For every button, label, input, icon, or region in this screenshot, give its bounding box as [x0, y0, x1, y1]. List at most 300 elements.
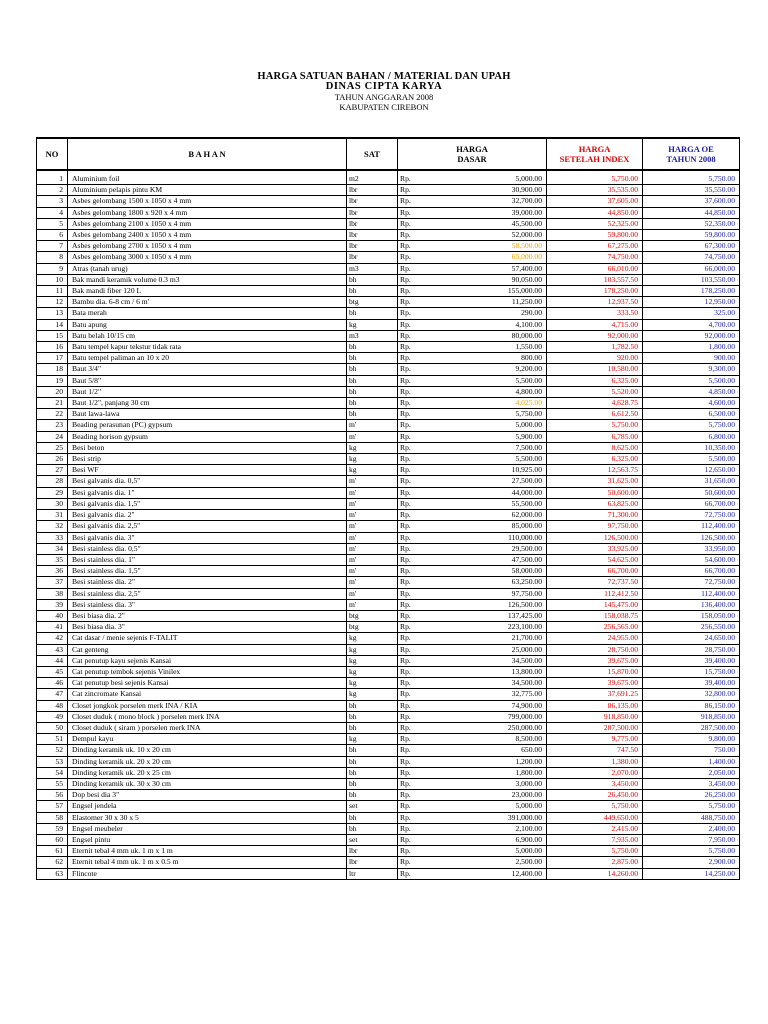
cell-bahan: Cat penutup besi sejenis Kansai [68, 678, 347, 689]
cell-no: 42 [37, 633, 68, 644]
cell-no: 59 [37, 823, 68, 834]
cell-harga-dasar: 1,550.00 [425, 342, 547, 353]
cell-bahan: Besi beton [68, 442, 347, 453]
cell-sat: bh [347, 308, 398, 319]
cell-harga-index: 72,737.50 [547, 577, 643, 588]
table-row [37, 745, 740, 756]
cell-bahan: Besi stainless dia. 2,5" [68, 588, 347, 599]
table-row [37, 599, 740, 610]
cell-harga-index: 31,625.00 [547, 476, 643, 487]
cell-no: 4 [37, 207, 68, 218]
cell-harga-oe: 9,300.00 [643, 364, 740, 375]
cell-harga-dasar: 32,700.00 [425, 196, 547, 207]
col-harga-dasar [398, 138, 547, 170]
cell-sat: bh [347, 745, 398, 756]
table-row [37, 330, 740, 341]
cell-harga-dasar: 5,900.00 [425, 431, 547, 442]
table-row [37, 543, 740, 554]
cell-harga-index: 5,750.00 [547, 801, 643, 812]
cell-sat: ltr [347, 868, 398, 879]
cell-harga-index: 918,850.00 [547, 711, 643, 722]
table-row [37, 230, 740, 241]
cell-currency: Rp. [398, 218, 425, 229]
cell-bahan: Besi galvanis dia. 2" [68, 510, 347, 521]
cell-currency: Rp. [398, 319, 425, 330]
table-row [37, 554, 740, 565]
cell-bahan: Beading perasunan (PC) gypsum [68, 420, 347, 431]
cell-no: 46 [37, 678, 68, 689]
cell-sat: lbr [347, 252, 398, 263]
cell-harga-dasar: 650.00 [425, 745, 547, 756]
cell-no: 41 [37, 622, 68, 633]
cell-no: 12 [37, 297, 68, 308]
table-row [37, 801, 740, 812]
table-row [37, 655, 740, 666]
cell-currency: Rp. [398, 454, 425, 465]
table-row [37, 442, 740, 453]
table-row [37, 174, 740, 185]
cell-harga-index: 6,325.00 [547, 375, 643, 386]
cell-harga-index: 4,715.00 [547, 319, 643, 330]
cell-bahan: Besi stainless dia. 0,5" [68, 543, 347, 554]
cell-harga-dasar: 85,000.00 [425, 521, 547, 532]
cell-bahan: Flincote [68, 868, 347, 879]
cell-harga-index: 4,628.75 [547, 398, 643, 409]
cell-currency: Rp. [398, 330, 425, 341]
cell-currency: Rp. [398, 857, 425, 868]
cell-harga-dasar: 90,050.00 [425, 274, 547, 285]
cell-currency: Rp. [398, 409, 425, 420]
cell-no: 2 [37, 185, 68, 196]
cell-no: 61 [37, 846, 68, 857]
cell-sat: m2 [347, 174, 398, 185]
cell-currency: Rp. [398, 174, 425, 185]
cell-no: 22 [37, 409, 68, 420]
cell-bahan: Bak mandi keramik volume 0.3 m3 [68, 274, 347, 285]
cell-sat: bh [347, 353, 398, 364]
cell-sat: m' [347, 554, 398, 565]
cell-no: 17 [37, 353, 68, 364]
cell-harga-index: 15,870.00 [547, 666, 643, 677]
cell-sat: bh [347, 386, 398, 397]
cell-currency: Rp. [398, 801, 425, 812]
cell-no: 27 [37, 465, 68, 476]
cell-sat: lbr [347, 241, 398, 252]
cell-harga-dasar: 290.00 [425, 308, 547, 319]
cell-harga-index: 39,675.00 [547, 655, 643, 666]
cell-harga-oe: 66,700.00 [643, 498, 740, 509]
cell-bahan: Closet duduk ( mono block ) porselen merk INA [68, 711, 347, 722]
cell-harga-oe: 44,850.00 [643, 207, 740, 218]
cell-sat: bh [347, 375, 398, 386]
table-row [37, 218, 740, 229]
cell-sat: btg [347, 297, 398, 308]
table-row [37, 308, 740, 319]
cell-harga-oe: 9,800.00 [643, 734, 740, 745]
cell-bahan: Asbes gelombang 1800 x 920 x 4 mm [68, 207, 347, 218]
cell-sat: kg [347, 689, 398, 700]
cell-currency: Rp. [398, 442, 425, 453]
cell-bahan: Bambu dia. 6-8 cm / 6 m' [68, 297, 347, 308]
table-row [37, 409, 740, 420]
cell-harga-oe: 15,750.00 [643, 666, 740, 677]
cell-harga-dasar: 58,000.00 [425, 566, 547, 577]
cell-currency: Rp. [398, 599, 425, 610]
table-row [37, 823, 740, 834]
cell-harga-index: 6,612.50 [547, 409, 643, 420]
cell-harga-index: 145,475.00 [547, 599, 643, 610]
cell-currency: Rp. [398, 342, 425, 353]
table-row [37, 487, 740, 498]
cell-currency: Rp. [398, 308, 425, 319]
document-header [0, 72, 768, 112]
col-harga-oe-line1: HARGA OE [668, 144, 714, 154]
table-row [37, 834, 740, 845]
col-sat: SAT [347, 138, 398, 170]
cell-bahan: Besi galvanis dia. 3" [68, 532, 347, 543]
table-row [37, 532, 740, 543]
cell-no: 39 [37, 599, 68, 610]
cell-bahan: Cat dasar / menie sejenis F-TALIT [68, 633, 347, 644]
cell-harga-oe: 4,700.00 [643, 319, 740, 330]
cell-harga-oe: 67,300.00 [643, 241, 740, 252]
cell-currency: Rp. [398, 644, 425, 655]
cell-currency: Rp. [398, 846, 425, 857]
cell-harga-oe: 5,750.00 [643, 801, 740, 812]
cell-harga-dasar: 110,000.00 [425, 532, 547, 543]
cell-sat: lbr [347, 185, 398, 196]
cell-sat: m' [347, 566, 398, 577]
cell-sat: kg [347, 655, 398, 666]
cell-harga-index: 52,325.00 [547, 218, 643, 229]
table-row [37, 465, 740, 476]
cell-harga-dasar: 30,900.00 [425, 185, 547, 196]
cell-harga-dasar: 137,425.00 [425, 610, 547, 621]
cell-harga-oe: 3,450.00 [643, 778, 740, 789]
cell-harga-oe: 66,700.00 [643, 566, 740, 577]
table-row [37, 196, 740, 207]
table-row [37, 364, 740, 375]
cell-no: 24 [37, 431, 68, 442]
cell-harga-index: 74,750.00 [547, 252, 643, 263]
col-bahan: B A H A N [68, 138, 347, 170]
cell-bahan: Aluminium pelapis pintu KM [68, 185, 347, 196]
cell-harga-index: 5,520.00 [547, 386, 643, 397]
cell-sat: bh [347, 722, 398, 733]
cell-currency: Rp. [398, 207, 425, 218]
table-row [37, 420, 740, 431]
table-row [37, 207, 740, 218]
cell-sat: lbr [347, 218, 398, 229]
cell-currency: Rp. [398, 566, 425, 577]
cell-currency: Rp. [398, 543, 425, 554]
cell-currency: Rp. [398, 868, 425, 879]
cell-sat: lbr [347, 230, 398, 241]
cell-currency: Rp. [398, 790, 425, 801]
cell-bahan: Besi strip [68, 454, 347, 465]
cell-harga-oe: 6,500.00 [643, 409, 740, 420]
cell-sat: bh [347, 778, 398, 789]
col-harga-oe-line2: TAHUN 2008 [666, 154, 716, 164]
cell-no: 26 [37, 454, 68, 465]
cell-harga-oe: 59,800.00 [643, 230, 740, 241]
cell-sat: bh [347, 342, 398, 353]
cell-no: 30 [37, 498, 68, 509]
cell-no: 5 [37, 218, 68, 229]
cell-no: 58 [37, 812, 68, 823]
cell-no: 6 [37, 230, 68, 241]
cell-harga-oe: 66,000.00 [643, 263, 740, 274]
cell-currency: Rp. [398, 465, 425, 476]
cell-harga-index: 63,825.00 [547, 498, 643, 509]
cell-sat: bh [347, 700, 398, 711]
col-harga-dasar-line1: HARGA [456, 144, 488, 154]
cell-harga-dasar: 9,200.00 [425, 364, 547, 375]
cell-bahan: Besi galvanis dia. 1" [68, 487, 347, 498]
cell-currency: Rp. [398, 431, 425, 442]
cell-currency: Rp. [398, 510, 425, 521]
cell-harga-dasar: 10,925.00 [425, 465, 547, 476]
cell-harga-dasar: 800.00 [425, 353, 547, 364]
cell-bahan: Cat genteng [68, 644, 347, 655]
cell-currency: Rp. [398, 364, 425, 375]
cell-harga-index: 333.50 [547, 308, 643, 319]
cell-bahan: Beading horison gypsum [68, 431, 347, 442]
cell-no: 53 [37, 756, 68, 767]
cell-sat: kg [347, 666, 398, 677]
cell-bahan: Dinding keramik uk. 30 x 30 cm [68, 778, 347, 789]
cell-bahan: Engsel pintu [68, 834, 347, 845]
cell-bahan: Besi galvanis dia. 2,5" [68, 521, 347, 532]
cell-harga-dasar: 25,000.00 [425, 644, 547, 655]
cell-bahan: Closet jongkok porselen merk INA / KIA [68, 700, 347, 711]
cell-sat: m' [347, 588, 398, 599]
cell-sat: lbr [347, 207, 398, 218]
cell-sat: bh [347, 364, 398, 375]
table-row [37, 812, 740, 823]
cell-harga-index: 178,250.00 [547, 286, 643, 297]
cell-harga-dasar: 13,800.00 [425, 666, 547, 677]
cell-harga-dasar: 34,500.00 [425, 678, 547, 689]
cell-sat: bh [347, 812, 398, 823]
cell-currency: Rp. [398, 834, 425, 845]
cell-harga-oe: 158,050.00 [643, 610, 740, 621]
cell-currency: Rp. [398, 476, 425, 487]
table-header [37, 138, 740, 174]
cell-harga-oe: 4,600.00 [643, 398, 740, 409]
cell-bahan: Baut 3/4" [68, 364, 347, 375]
cell-harga-oe: 2,400.00 [643, 823, 740, 834]
cell-currency: Rp. [398, 722, 425, 733]
cell-harga-oe: 24,650.00 [643, 633, 740, 644]
cell-harga-index: 92,000.00 [547, 330, 643, 341]
cell-currency: Rp. [398, 711, 425, 722]
col-harga-oe [643, 138, 740, 170]
cell-currency: Rp. [398, 274, 425, 285]
cell-harga-oe: 31,650.00 [643, 476, 740, 487]
cell-harga-dasar: 63,250.00 [425, 577, 547, 588]
cell-currency: Rp. [398, 588, 425, 599]
cell-harga-index: 66,010.00 [547, 263, 643, 274]
cell-no: 19 [37, 375, 68, 386]
cell-harga-index: 50,600.00 [547, 487, 643, 498]
cell-no: 44 [37, 655, 68, 666]
cell-sat: kg [347, 465, 398, 476]
cell-bahan: Eternit tebal 4 mm uk. 1 m x 1 m [68, 846, 347, 857]
cell-sat: kg [347, 734, 398, 745]
cell-no: 7 [37, 241, 68, 252]
cell-sat: m' [347, 498, 398, 509]
cell-bahan: Besi galvanis dia. 1,5" [68, 498, 347, 509]
cell-bahan: Batu apung [68, 319, 347, 330]
cell-sat: bh [347, 767, 398, 778]
table-row [37, 700, 740, 711]
cell-currency: Rp. [398, 532, 425, 543]
cell-currency: Rp. [398, 610, 425, 621]
cell-sat: bh [347, 286, 398, 297]
cell-harga-index: 35,535.00 [547, 185, 643, 196]
cell-bahan: Engsel jendela [68, 801, 347, 812]
cell-harga-oe: 5,500.00 [643, 375, 740, 386]
cell-currency: Rp. [398, 756, 425, 767]
cell-harga-dasar: 2,100.00 [425, 823, 547, 834]
cell-harga-index: 112,412.50 [547, 588, 643, 599]
cell-harga-dasar: 57,400.00 [425, 263, 547, 274]
cell-sat: m' [347, 487, 398, 498]
cell-no: 56 [37, 790, 68, 801]
cell-harga-index: 39,675.00 [547, 678, 643, 689]
cell-no: 8 [37, 252, 68, 263]
cell-no: 9 [37, 263, 68, 274]
cell-harga-index: 67,275.00 [547, 241, 643, 252]
cell-currency: Rp. [398, 689, 425, 700]
cell-harga-oe: 10,350.00 [643, 442, 740, 453]
cell-no: 45 [37, 666, 68, 677]
cell-harga-dasar: 74,900.00 [425, 700, 547, 711]
cell-harga-index: 26,450.00 [547, 790, 643, 801]
cell-bahan: Asbes gelombang 1500 x 1050 x 4 mm [68, 196, 347, 207]
cell-no: 55 [37, 778, 68, 789]
cell-harga-dasar: 97,750.00 [425, 588, 547, 599]
cell-bahan: Dop besi dia 3" [68, 790, 347, 801]
cell-no: 54 [37, 767, 68, 778]
cell-harga-oe: 14,250.00 [643, 868, 740, 879]
cell-harga-index: 6,325.00 [547, 454, 643, 465]
cell-no: 16 [37, 342, 68, 353]
cell-sat: kg [347, 319, 398, 330]
cell-harga-dasar: 52,000.00 [425, 230, 547, 241]
cell-no: 38 [37, 588, 68, 599]
cell-harga-index: 1,782.50 [547, 342, 643, 353]
cell-harga-oe: 136,400.00 [643, 599, 740, 610]
table-row [37, 756, 740, 767]
cell-bahan: Bata merah [68, 308, 347, 319]
cell-harga-index: 920.00 [547, 353, 643, 364]
cell-sat: set [347, 801, 398, 812]
table-row [37, 588, 740, 599]
cell-no: 48 [37, 700, 68, 711]
cell-harga-index: 1,380.00 [547, 756, 643, 767]
cell-no: 52 [37, 745, 68, 756]
cell-harga-dasar: 126,500.00 [425, 599, 547, 610]
cell-currency: Rp. [398, 375, 425, 386]
cell-no: 36 [37, 566, 68, 577]
cell-no: 40 [37, 610, 68, 621]
cell-no: 13 [37, 308, 68, 319]
col-no: NO [37, 138, 68, 170]
cell-harga-oe: 54,600.00 [643, 554, 740, 565]
table-row [37, 319, 740, 330]
cell-no: 10 [37, 274, 68, 285]
cell-bahan: Asbes gelombang 2700 x 1050 x 4 mm [68, 241, 347, 252]
cell-harga-oe: 37,600.00 [643, 196, 740, 207]
table-row [37, 868, 740, 879]
cell-harga-oe: 86,150.00 [643, 700, 740, 711]
cell-sat: bh [347, 756, 398, 767]
cell-harga-oe: 126,500.00 [643, 532, 740, 543]
table-row [37, 610, 740, 621]
cell-currency: Rp. [398, 655, 425, 666]
cell-no: 29 [37, 487, 68, 498]
table-row [37, 734, 740, 745]
cell-harga-dasar: 3,000.00 [425, 778, 547, 789]
cell-harga-oe: 72,750.00 [643, 577, 740, 588]
cell-no: 60 [37, 834, 68, 845]
table-row [37, 790, 740, 801]
cell-no: 35 [37, 554, 68, 565]
cell-harga-oe: 325.00 [643, 308, 740, 319]
cell-harga-dasar: 4,800.00 [425, 386, 547, 397]
cell-harga-dasar: 155,000.00 [425, 286, 547, 297]
cell-no: 62 [37, 857, 68, 868]
cell-harga-index: 8,625.00 [547, 442, 643, 453]
cell-currency: Rp. [398, 745, 425, 756]
cell-harga-dasar: 250,000.00 [425, 722, 547, 733]
cell-bahan: Besi biasa dia. 3" [68, 622, 347, 633]
cell-bahan: Closet duduk ( siram ) porselen merk INA [68, 722, 347, 733]
cell-harga-oe: 112,400.00 [643, 588, 740, 599]
table-row [37, 767, 740, 778]
cell-harga-index: 6,785.00 [547, 431, 643, 442]
cell-sat: lbr [347, 196, 398, 207]
cell-currency: Rp. [398, 297, 425, 308]
table-row [37, 342, 740, 353]
cell-harga-dasar: 34,500.00 [425, 655, 547, 666]
cell-harga-dasar: 44,000.00 [425, 487, 547, 498]
region: KABUPATEN CIREBON [339, 102, 429, 112]
cell-no: 18 [37, 364, 68, 375]
cell-currency: Rp. [398, 252, 425, 263]
cell-harga-dasar: 62,000.00 [425, 510, 547, 521]
cell-currency: Rp. [398, 554, 425, 565]
table-row [37, 778, 740, 789]
cell-sat: bh [347, 790, 398, 801]
cell-harga-oe: 28,750.00 [643, 644, 740, 655]
cell-bahan: Besi biasa dia. 2" [68, 610, 347, 621]
cell-currency: Rp. [398, 185, 425, 196]
cell-no: 23 [37, 420, 68, 431]
cell-sat: bh [347, 823, 398, 834]
cell-harga-index: 103,557.50 [547, 274, 643, 285]
table-row [37, 297, 740, 308]
price-table [36, 137, 740, 880]
cell-harga-oe: 12,950.00 [643, 297, 740, 308]
table-row [37, 375, 740, 386]
cell-harga-oe: 6,800.00 [643, 431, 740, 442]
cell-currency: Rp. [398, 577, 425, 588]
cell-harga-oe: 5,750.00 [643, 420, 740, 431]
cell-harga-dasar: 8,500.00 [425, 734, 547, 745]
